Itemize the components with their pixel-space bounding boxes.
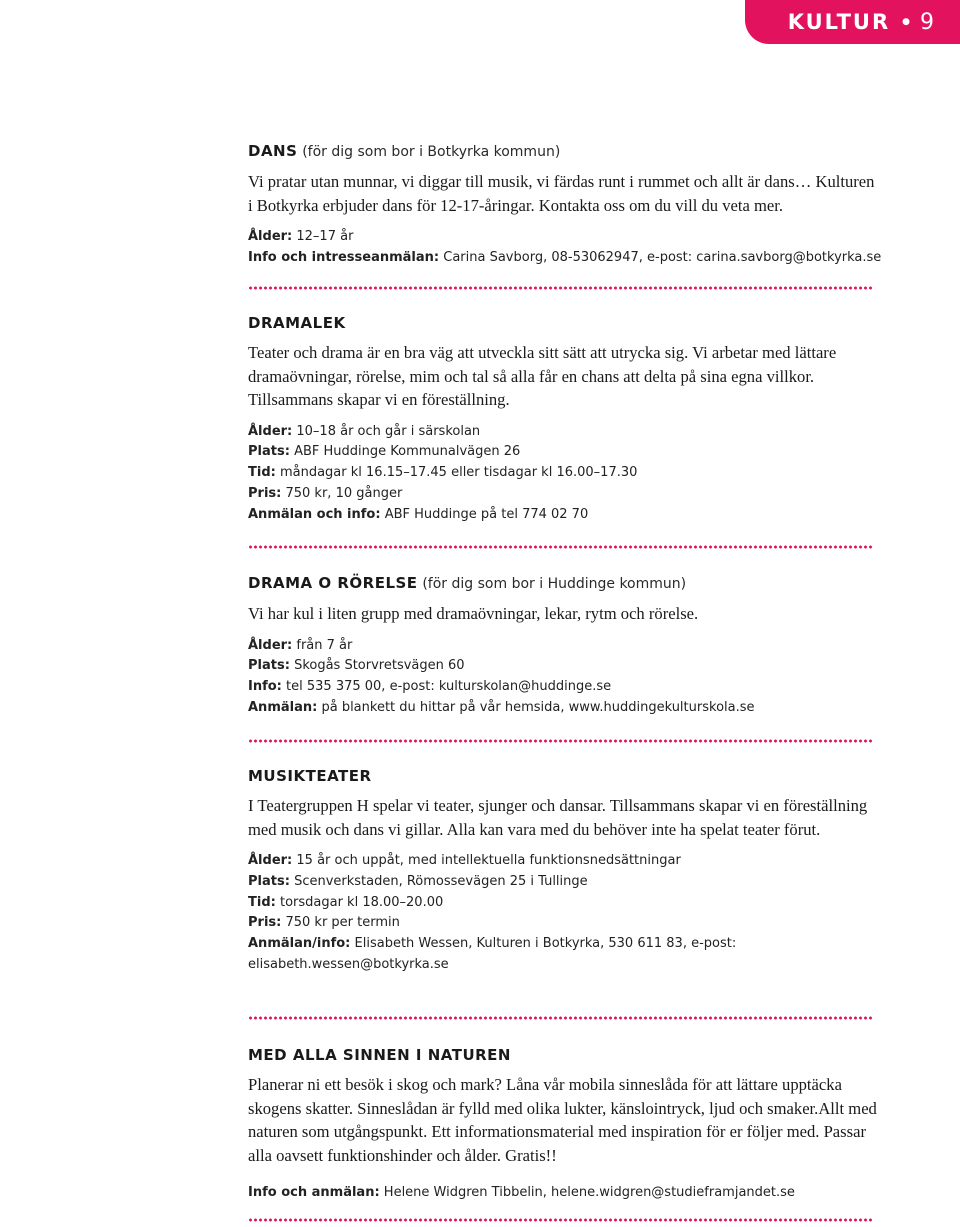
fact-value: ABF Huddinge på tel 774 02 70 [384,506,589,522]
fact-row [248,227,878,248]
section-heading-title: DRAMA O RÖRELSE [248,574,418,592]
fact-label: Info: [248,679,282,695]
fact-row [248,698,878,719]
fact-label: Ålder: [248,423,293,439]
fact-value: Helene Widgren Tibbelin, helene.widgren@studieframjandet.se [383,1185,795,1200]
fact-value: från 7 år [296,637,353,653]
fact-label: Pris: [248,915,282,931]
section-heading-title: MED ALLA SINNEN I NATUREN [248,1046,511,1064]
fact-value: 12–17 år [296,229,354,244]
fact-label: Anmälan/info: [248,936,351,952]
page-number: 9 [920,9,934,35]
dotted-divider [248,1218,873,1222]
section-musikteater [248,765,878,976]
fact-label: Plats: [248,444,290,460]
section-heading [248,572,878,595]
fact-value: Skogås Storvretsvägen 60 [294,658,465,674]
dotted-divider [248,545,873,549]
fact-label: Ålder: [248,229,293,244]
fact-row [248,934,878,976]
fact-value: torsdagar kl 18.00–20.00 [279,894,444,910]
dotted-divider [248,739,873,743]
section-heading-title: MUSIKTEATER [248,767,372,785]
section-body: Teater och drama är en bra väg att utveckla sitt sätt att utrycka sig. Vi arbetar med lättare dramaövningar, rörelse, mim och tal så alla får en chans att delta på sina egna villkor. Tillsammans skapar vi en föreställning. [248,343,837,409]
fact-list [248,1183,878,1204]
fact-label: Ålder: [248,637,293,653]
section-heading [248,1044,878,1066]
fact-value: på blankett du hittar på vår hemsida, www.huddingekulturskola.se [321,699,755,715]
fact-list [248,851,878,976]
fact-row [248,248,882,269]
section-title: KULTUR [787,10,891,34]
section-heading [248,765,878,787]
fact-label: Plats: [248,873,290,889]
fact-label: Tid: [248,894,276,910]
fact-row [248,656,878,677]
section-heading-title: DRAMALEK [248,314,346,332]
fact-row [248,484,878,505]
fact-label: Pris: [248,485,282,501]
fact-value: ABF Huddinge Kommunalvägen 26 [294,444,521,460]
section-drama-o-rorelse [248,572,878,719]
section-med-alla-sinnen [248,1044,878,1204]
section-heading [248,312,878,334]
section-dramalek [248,312,878,525]
fact-row [248,872,878,893]
section-body: I Teatergruppen H spelar vi teater, sjunger och dansar. Tillsammans skapar vi en föreställning med musik och dans vi gillar. Alla kan vara med du behöver inte ha spelat teater förut. [248,796,868,839]
fact-value: Elisabeth Wessen, Kulturen i Botkyrka, 530 611 83, e-post: elisabeth.wessen@botkyrka.se [248,936,737,972]
fact-row [248,851,878,872]
fact-list [248,422,878,526]
fact-row [248,893,878,914]
fact-value: 10–18 år och går i särskolan [296,423,481,439]
fact-list [248,636,878,719]
section-body: Vi har kul i liten grupp med dramaövningar, lekar, rytm och rörelse. [248,604,699,623]
fact-value: måndagar kl 16.15–17.45 eller tisdagar kl 16.00–17.30 [279,465,638,481]
fact-label: Info och intresseanmälan: [248,249,440,265]
section-heading-subtitle: (för dig som bor i Huddinge kommun) [422,576,687,592]
fact-row [248,442,878,463]
section-heading [248,140,878,163]
section-dans [248,140,882,269]
dotted-divider [248,286,873,290]
fact-row [248,677,878,698]
bullet-separator: ● [902,17,910,27]
section-header-tab [745,0,960,44]
dotted-divider [248,1016,873,1020]
fact-row [248,422,878,443]
section-body: Planerar ni ett besök i skog och mark? Låna vår mobila sinneslåda för att lättare upptäcka skogens skatter. Sinneslådan är fylld med olika lukter, känslointryck, ljud och smaker.Allt med naturen som utgångspunkt. Ett informationsmaterial med inspiration för er följer med. Passar alla oavsett funktionshinder och ålder. Gratis!! [248,1075,877,1165]
fact-label: Anmälan: [248,699,318,715]
fact-value: 15 år och uppåt, med intellektuella funktionsnedsättningar [296,853,681,868]
fact-label: Ålder: [248,853,293,868]
section-heading-subtitle: (för dig som bor i Botkyrka kommun) [302,144,561,160]
fact-label: Tid: [248,465,276,481]
fact-label: Plats: [248,658,290,674]
fact-row [248,505,878,526]
fact-value: Scenverkstaden, Römossevägen 25 i Tullinge [294,873,588,889]
fact-row [248,636,878,657]
fact-label: Anmälan och info: [248,506,381,522]
fact-row [248,1183,878,1204]
fact-list [248,227,882,269]
fact-value: tel 535 375 00, e-post: kulturskolan@huddinge.se [286,679,612,695]
fact-row [248,913,878,934]
fact-value: 750 kr, 10 gånger [285,485,403,501]
section-heading-title: DANS [248,142,298,160]
fact-row [248,463,878,484]
fact-value: 750 kr per termin [285,915,400,931]
fact-label: Info och anmälan: [248,1185,380,1200]
section-body: Vi pratar utan munnar, vi diggar till musik, vi färdas runt i rummet och allt är dans… Kulturen i Botkyrka erbjuder dans för 12-17-åringar. Kontakta oss om du vill du veta mer. [248,172,875,215]
fact-value: Carina Savborg, 08-53062947, e-post: carina.savborg@botkyrka.se [443,249,882,265]
